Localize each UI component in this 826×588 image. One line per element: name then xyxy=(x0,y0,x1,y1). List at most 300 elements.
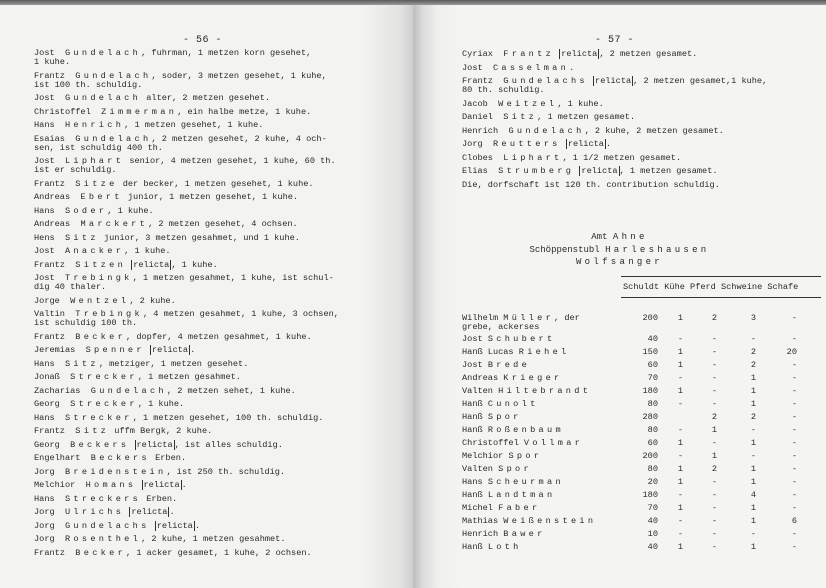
schafe-cell: - xyxy=(791,412,797,422)
surname: Marckert xyxy=(80,219,149,229)
entry-text: , 1 kuhe. xyxy=(171,259,218,270)
row-name xyxy=(462,439,612,448)
table-row xyxy=(462,400,824,412)
schweine-cell: 1 xyxy=(750,516,756,526)
pferd-cell: - xyxy=(711,542,717,552)
table-row xyxy=(462,465,824,477)
schuldt-cell: 60 xyxy=(647,360,658,370)
schuldt-cell: 200 xyxy=(642,313,658,323)
given-name: Valten xyxy=(462,386,493,396)
surname: Strecker xyxy=(64,412,133,423)
schweine-cell: 3 xyxy=(750,313,756,323)
surname: Sitze xyxy=(75,178,118,189)
kuehe-cell: 1 xyxy=(677,438,683,448)
surname: Gundelach xyxy=(75,70,152,81)
schafe-cell: - xyxy=(791,438,797,448)
given-name: Jost xyxy=(34,246,55,256)
schweine-cell: 2 xyxy=(750,412,756,422)
given-name: Andreas xyxy=(462,373,499,383)
entry-line xyxy=(34,454,404,463)
surname: Strecker xyxy=(70,399,138,409)
surname: Becker xyxy=(75,331,127,342)
pferd-cell: 1 xyxy=(711,451,717,461)
entry-text: alter, 2 metzen gesehet. xyxy=(141,93,271,103)
table-row xyxy=(462,543,824,555)
right-page xyxy=(413,5,826,588)
given-name: Georg xyxy=(34,439,60,450)
given-name: Jost xyxy=(462,360,483,370)
kuehe-cell: - xyxy=(677,399,683,409)
entry-text: , 1 metzen gesehet, 1 kuhe. xyxy=(124,120,264,130)
kuehe-cell: 1 xyxy=(677,386,683,396)
surname: Müller xyxy=(503,313,555,323)
schafe-cell: - xyxy=(791,373,797,383)
given-name: Hanß xyxy=(462,542,483,552)
entry-text: , fuhrman, 1 metzen korn gesehet, 1 kuhe. xyxy=(34,48,312,67)
given-name: Henrich xyxy=(462,529,499,539)
table-row xyxy=(462,374,824,386)
schafe-cell: - xyxy=(791,386,797,396)
surname: Schubert xyxy=(487,334,556,344)
entry-line xyxy=(34,121,404,130)
surname: Brede xyxy=(487,360,531,370)
entry-line xyxy=(34,135,404,153)
entry-text: , dopfer, 4 metzen gesahmet, 1 kuhe. xyxy=(126,331,312,342)
entry-line xyxy=(34,387,404,396)
pferd-cell: 2 xyxy=(711,412,717,422)
schweine-cell: 1 xyxy=(750,464,756,474)
entry-text: , 2 metzen sehet, 1 kuhe. xyxy=(166,385,296,396)
surname: Liphart xyxy=(64,156,125,166)
given-name: Frantz xyxy=(34,259,65,270)
table-row xyxy=(462,478,824,490)
surname: Ebert xyxy=(80,192,123,202)
entry-line xyxy=(34,247,404,256)
entry-line xyxy=(462,140,826,149)
entry-text: , 1 metzen gesamet. xyxy=(619,166,718,176)
entry-text: , 2 metzen gesehet, 4 ochsen. xyxy=(148,219,298,229)
row-name xyxy=(462,426,612,435)
pferd-cell: - xyxy=(711,334,717,344)
entry-line xyxy=(34,414,404,423)
surname: Hiltebrandt xyxy=(498,386,592,396)
surname: Riehel xyxy=(518,347,570,357)
entry-text: uffm Bergk, 2 kuhe. xyxy=(109,426,213,436)
relicta-mark: relicta xyxy=(156,520,193,531)
kuehe-cell: 1 xyxy=(677,360,683,370)
kuehe-cell: 1 xyxy=(677,477,683,487)
kuehe-cell: - xyxy=(677,451,683,461)
given-name: Elias xyxy=(462,166,488,176)
right-page-entries xyxy=(462,50,826,194)
given-name: Jeremias xyxy=(34,345,76,355)
surname: Sitz xyxy=(75,426,110,436)
table-row xyxy=(462,387,824,399)
given-name: Hanß Lucas xyxy=(462,347,514,357)
surname: Frantz xyxy=(503,49,555,59)
schuldt-cell: 10 xyxy=(647,529,658,539)
entry-text: . xyxy=(569,62,575,73)
entry-text: , 1 metzen gesehet, 100 th. schuldig. xyxy=(132,412,324,423)
entry-text: , ist alles schuldig. xyxy=(174,439,283,450)
row-name xyxy=(462,452,612,461)
relicta-mark: relicta xyxy=(151,345,189,355)
entry-line xyxy=(34,261,404,270)
surname: Cunolt xyxy=(487,399,539,409)
given-name: Hans xyxy=(34,358,55,369)
surname: Wentzel xyxy=(70,295,130,306)
entry-line xyxy=(462,113,826,122)
schweine-cell: 2 xyxy=(750,347,756,357)
entry-line xyxy=(34,346,404,355)
surname: Liphart xyxy=(503,152,563,163)
given-name: Jost xyxy=(34,48,55,58)
table-row xyxy=(462,452,824,464)
entry-text: , 2 kuhe, 2 metzen gesamet. xyxy=(584,125,724,136)
surname: Zimmerman xyxy=(101,106,178,117)
given-name: Engelhart xyxy=(34,453,81,463)
given-name: Hanß xyxy=(462,399,483,409)
entry-line xyxy=(34,481,404,490)
entry-line xyxy=(34,234,404,243)
heading-amt-name: Ahne xyxy=(612,232,648,242)
entry-text: , 1 metzen gesamet. xyxy=(537,112,636,122)
pferd-cell: 1 xyxy=(711,425,717,435)
schuldt-cell: 80 xyxy=(647,399,658,409)
row-name xyxy=(462,314,612,332)
pferd-cell: - xyxy=(711,347,717,357)
pferd-cell: - xyxy=(711,399,717,409)
entry-text: . xyxy=(194,520,200,531)
schweine-cell: - xyxy=(750,529,756,539)
table-row xyxy=(462,361,824,373)
pferd-cell: 2 xyxy=(711,464,717,474)
schuldt-cell: 180 xyxy=(642,490,658,500)
given-name: Frantz xyxy=(462,76,493,86)
entry-text: , 1 acker gesamet, 1 kuhe, 2 ochsen. xyxy=(126,547,312,558)
table-row xyxy=(462,504,824,516)
entry-text: , 4 metzen gesahmet, 1 kuhe, 3 ochsen, ist schuldig 100 th. xyxy=(34,309,339,328)
table-header-rule xyxy=(621,297,821,298)
schafe-cell: 20 xyxy=(786,347,797,357)
row-name xyxy=(462,504,612,513)
given-name: Zacharias xyxy=(34,385,81,396)
schafe-cell: - xyxy=(791,503,797,513)
surname: Spor xyxy=(487,412,522,422)
schweine-cell: 1 xyxy=(750,542,756,552)
pferd-cell: - xyxy=(711,438,717,448)
row-name xyxy=(462,491,612,500)
table-row xyxy=(462,491,824,503)
relicta-mark: relicta xyxy=(131,507,168,517)
table-row xyxy=(462,335,824,347)
entry-line xyxy=(34,207,404,216)
pferd-cell: - xyxy=(711,477,717,487)
entry-line xyxy=(34,549,404,558)
surname: Gundelachs xyxy=(503,76,588,86)
entry-line xyxy=(34,495,404,504)
entry-line xyxy=(34,297,404,306)
schweine-cell: 1 xyxy=(750,373,756,383)
entry-line xyxy=(462,50,826,59)
entry-line xyxy=(34,400,404,409)
surname: Homans xyxy=(85,480,137,490)
entry-line xyxy=(34,508,404,517)
entry-line xyxy=(34,310,404,328)
entry-line xyxy=(34,94,404,103)
schuldt-cell: 60 xyxy=(647,438,658,448)
row-name xyxy=(462,530,612,539)
entry-line xyxy=(462,167,826,176)
schweine-cell: 1 xyxy=(750,386,756,396)
surname: Faber xyxy=(498,503,541,513)
entry-line xyxy=(462,154,826,163)
given-name: Christoffel xyxy=(34,106,91,117)
schweine-cell: 2 xyxy=(750,360,756,370)
schafe-cell: - xyxy=(791,477,797,487)
schweine-cell: 1 xyxy=(750,438,756,448)
kuehe-cell: 1 xyxy=(677,464,683,474)
relicta-mark: relicta xyxy=(561,49,598,59)
given-name: Jorg xyxy=(34,507,55,517)
entry-text: , ist 250 th. schuldig. xyxy=(166,466,286,477)
row-name xyxy=(462,374,612,383)
table-row xyxy=(462,348,824,360)
entry-text: , 1 metzen gesahmet, 1 kuhe, ist schul- dig 40 thaler. xyxy=(34,273,334,292)
pferd-cell: - xyxy=(711,516,717,526)
given-name: Frantz xyxy=(34,178,65,189)
given-name: Jorg xyxy=(34,466,55,477)
row-name xyxy=(462,387,612,396)
given-name: Jorg xyxy=(462,139,483,149)
entry-text: . xyxy=(190,345,196,355)
schuldt-cell: 70 xyxy=(647,503,658,513)
given-name: Henrich xyxy=(462,125,499,136)
schuldt-cell: 40 xyxy=(647,516,658,526)
relicta-mark: relicta xyxy=(595,76,632,86)
table-row xyxy=(462,439,824,451)
entry-line xyxy=(462,77,826,95)
relicta-mark: relicta xyxy=(581,166,618,176)
given-name: Cyriax xyxy=(462,49,493,59)
table-row xyxy=(462,530,824,542)
kuehe-cell: - xyxy=(677,516,683,526)
schuldt-cell: 80 xyxy=(647,464,658,474)
row-name xyxy=(462,543,612,552)
surname: Bawer xyxy=(503,529,546,539)
schafe-cell: - xyxy=(791,399,797,409)
given-name: Jacob xyxy=(462,98,488,109)
surname: Trebingk xyxy=(75,309,143,319)
surname: Roßenbaum xyxy=(487,425,564,435)
schafe-cell: - xyxy=(791,313,797,323)
entry-line xyxy=(462,127,826,136)
entry-line xyxy=(34,157,404,175)
given-name: Daniel xyxy=(462,112,493,122)
schafe-cell: 6 xyxy=(791,516,797,526)
entry-text: , 1 kuhe. xyxy=(557,98,604,109)
surname: Scheurman xyxy=(487,477,564,487)
entry-text: . xyxy=(605,139,612,149)
kuehe-cell: 1 xyxy=(677,313,683,323)
surname: Spor xyxy=(508,451,543,461)
given-name: Frantz xyxy=(34,331,65,342)
schweine-cell: - xyxy=(750,425,756,435)
surname: Rosenthel xyxy=(64,534,142,544)
schuldt-cell: 80 xyxy=(647,425,658,435)
given-name: Jorg xyxy=(34,534,55,544)
heading-village-name: Wolfsanger xyxy=(575,257,663,267)
given-name: Hanß xyxy=(462,412,483,422)
row-name xyxy=(462,335,612,344)
row-name xyxy=(462,478,612,487)
table-row xyxy=(462,426,824,438)
surname: Reutters xyxy=(492,139,561,149)
entry-line xyxy=(34,193,404,202)
surname: Soder xyxy=(64,205,108,216)
schafe-cell: - xyxy=(791,334,797,344)
entry-text: der becker, 1 metzen gesehet, 1 kuhe. xyxy=(117,178,314,189)
surname: Sitzen xyxy=(75,259,127,270)
given-name: Jost xyxy=(34,273,55,283)
entry-line xyxy=(34,522,404,531)
given-name: Jost xyxy=(34,93,55,103)
section-heading xyxy=(413,231,826,269)
surname: Casselman xyxy=(492,62,570,73)
schweine-cell: 1 xyxy=(750,477,756,487)
heading-line-schoeppenstubl xyxy=(413,244,826,257)
kuehe-cell: 1 xyxy=(677,503,683,513)
surname: Vollmar xyxy=(523,438,584,448)
given-name: Melchior xyxy=(462,451,504,461)
given-name: Hanß xyxy=(462,490,483,500)
entry-line xyxy=(34,72,404,90)
row-name xyxy=(462,348,612,357)
given-name: Hans xyxy=(462,477,483,487)
entry-line xyxy=(462,64,826,73)
entry-line xyxy=(34,333,404,342)
relicta-mark: relicta xyxy=(143,480,180,490)
given-name: Hanß xyxy=(462,425,483,435)
entry-line xyxy=(34,373,404,382)
schuldt-cell: 70 xyxy=(647,373,658,383)
surname: Landtman xyxy=(487,490,556,500)
given-name: Andreas xyxy=(34,192,71,202)
given-name: Jorge xyxy=(34,295,60,306)
schuldt-cell: 280 xyxy=(642,412,658,422)
given-name: Georg xyxy=(34,399,60,409)
given-name: Frantz xyxy=(34,547,65,558)
pferd-cell: - xyxy=(711,529,717,539)
given-name: Hans xyxy=(34,493,55,504)
surname: Strecker xyxy=(70,372,138,382)
surname: Trebingk xyxy=(64,273,133,283)
entry-text: , 1 kuhe. xyxy=(137,399,185,409)
page-number: - 57 - xyxy=(595,35,635,46)
schweine-cell: 1 xyxy=(750,503,756,513)
given-name: Hans xyxy=(34,412,55,423)
row-name xyxy=(462,361,612,370)
entry-text: junior, 1 metzen gesehet, 1 kuhe. xyxy=(122,192,299,202)
surname: Sitz xyxy=(64,358,99,369)
row-name xyxy=(462,517,612,526)
name-suffix: , der grebe, ackerses xyxy=(462,313,580,332)
heading-schoeppenstubl-name: Harleshausen xyxy=(605,244,710,255)
given-name: Hens xyxy=(34,232,55,243)
relicta-mark: relicta xyxy=(133,259,170,270)
entry-line xyxy=(462,181,826,190)
given-name: Mathias xyxy=(462,516,499,526)
entry-text: senior, 4 metzen gesehet, 1 kuhe, 60 th. ist er schuldig. xyxy=(34,156,336,175)
pferd-cell: - xyxy=(711,490,717,500)
kuehe-cell: - xyxy=(677,425,683,435)
schweine-cell: - xyxy=(750,334,756,344)
schafe-cell: - xyxy=(791,451,797,461)
entry-text: , 1 kuhe. xyxy=(124,246,171,256)
entry-text: , 1 kuhe. xyxy=(107,205,154,216)
entry-text: , metziger, 1 metzen gesehet. xyxy=(98,358,249,369)
given-name: Clobes xyxy=(462,152,493,163)
entry-line xyxy=(34,360,404,369)
schuldt-cell: 200 xyxy=(642,451,658,461)
table-header: Schuldt Kühe Pferd Schweine Schafe xyxy=(623,282,799,292)
schafe-cell: - xyxy=(791,425,797,435)
schuldt-cell: 40 xyxy=(647,542,658,552)
entry-text: Erben. xyxy=(141,493,178,504)
surname: Becker xyxy=(75,547,127,558)
given-name: Andreas xyxy=(34,219,71,229)
pferd-cell: - xyxy=(711,360,717,370)
surname: Sitz xyxy=(64,232,99,243)
surname: Spor xyxy=(498,464,532,474)
schuldt-cell: 180 xyxy=(642,386,658,396)
entry-line xyxy=(34,441,404,450)
given-name: Frantz xyxy=(34,70,65,81)
given-name: Jorg xyxy=(34,520,55,531)
surname: Beckers xyxy=(90,453,150,463)
surname: Gundelachs xyxy=(64,520,150,531)
entry-text: , 1 metzen gesahmet. xyxy=(137,372,241,382)
entry-text: , 2 metzen gesamet. xyxy=(599,49,698,59)
kuehe-cell: 1 xyxy=(677,542,683,552)
schuldt-cell: 40 xyxy=(647,334,658,344)
entry-text: junior, 3 metzen gesahmet, und 1 kuhe. xyxy=(98,232,300,243)
left-page-entries xyxy=(34,49,404,562)
schafe-cell: - xyxy=(791,360,797,370)
schuldt-cell: 20 xyxy=(647,477,658,487)
schafe-cell: - xyxy=(791,464,797,474)
entry-line xyxy=(34,220,404,229)
entry-line xyxy=(462,100,826,109)
row-name xyxy=(462,400,612,409)
given-name: Jonaß xyxy=(34,372,60,382)
entry-text: Erben. xyxy=(149,453,187,463)
entry-text: , soder, 3 metzen gesehet, 1 kuhe, ist 100 th. schuldig. xyxy=(34,70,327,90)
surname: Gundelach xyxy=(64,93,142,103)
surname: Krieger xyxy=(503,373,563,383)
surname: Gundelach xyxy=(75,133,152,144)
given-name: Valten xyxy=(462,464,493,474)
surname: Gundelach xyxy=(508,125,585,136)
entry-line xyxy=(34,535,404,544)
given-name: Valtin xyxy=(34,309,65,319)
surname: Gundelach xyxy=(64,48,142,58)
schweine-cell: 1 xyxy=(750,399,756,409)
table-row xyxy=(462,413,824,425)
entry-text: , 2 kuhe, 1 metzen gesahmet. xyxy=(141,534,286,544)
entry-text: , ein halbe metze, 1 kuhe. xyxy=(177,106,312,117)
surname: Strumberg xyxy=(498,166,575,176)
